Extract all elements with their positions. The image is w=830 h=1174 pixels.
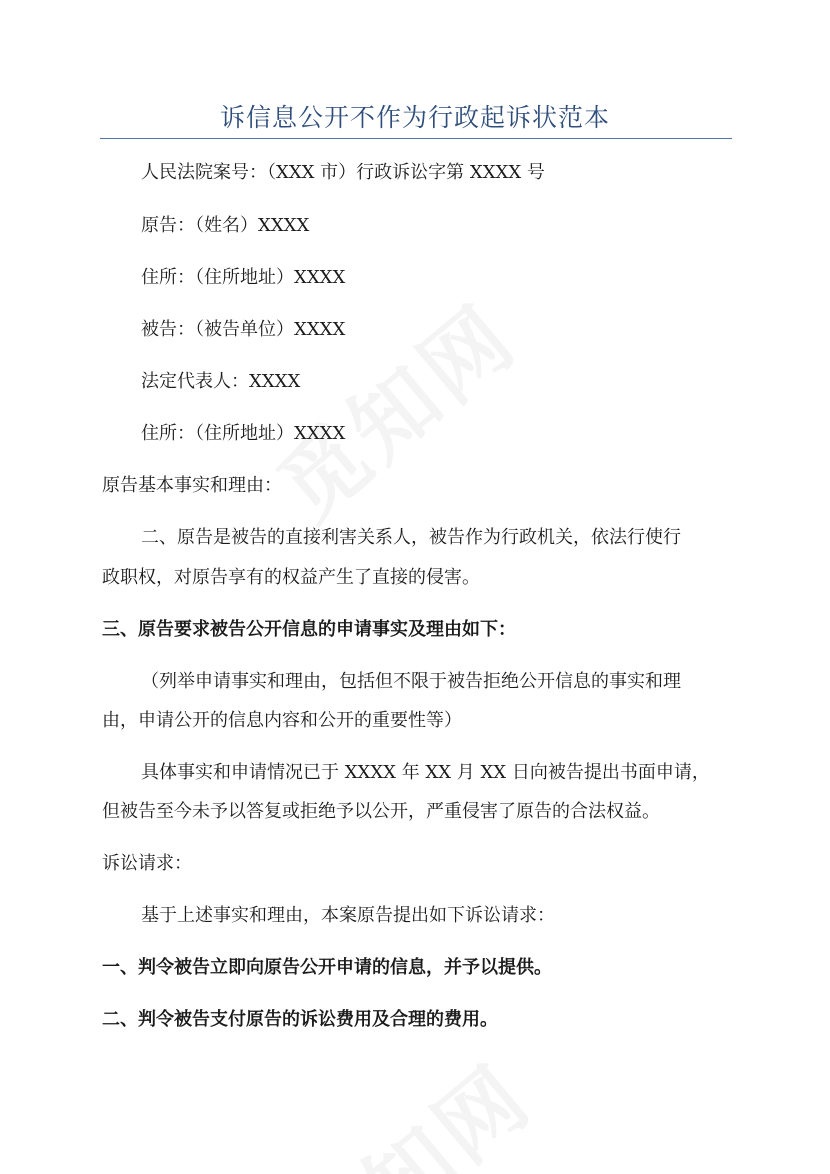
- section-3-heading: 三、原告要求被告公开信息的申请事实及理由如下：: [102, 619, 516, 640]
- claims-heading: 诉讼请求：: [102, 853, 192, 874]
- facts-heading: 原告基本事实和理由：: [102, 475, 282, 496]
- para-detail-line-1: 具体事实和申请情况已于 XXXX 年 XX 月 XX 日向被告提出书面申请，: [141, 762, 710, 783]
- defendant-line: 被告：（被告单位）XXXX: [141, 319, 346, 340]
- claim-item: 二、判令被告支付原告的诉讼费用及合理的费用。: [102, 1009, 498, 1030]
- defendant-address-line: 住所：（住所地址）XXXX: [141, 423, 346, 444]
- watermark-text: [247, 271, 538, 543]
- para-detail-line-2: 但被告至今未予以答复或拒绝予以公开，严重侵害了原告的合法权益。: [102, 801, 660, 822]
- watermark-text: [262, 1031, 553, 1174]
- plaintiff-line: 原告：（姓名）XXXX: [141, 215, 310, 236]
- plaintiff-address-line: 住所：（住所地址）XXXX: [141, 267, 346, 288]
- case-number-line: 人民法院案号：（XXX 市）行政诉讼字第 XXXX 号: [141, 162, 545, 183]
- claims-intro: 基于上述事实和理由，本案原告提出如下诉讼请求：: [141, 905, 555, 926]
- para-2-line-2: 政职权，对原告享有的权益产生了直接的侵害。: [102, 567, 480, 588]
- claim-item: 一、判令被告立即向原告公开申请的信息，并予以提供。: [102, 957, 552, 978]
- para-2-line-1: 二、原告是被告的直接利害关系人，被告作为行政机关，依法行使行: [141, 527, 681, 548]
- para-list-line-2: 由，申请公开的信息内容和公开的重要性等）: [102, 710, 462, 731]
- para-list-line-1: （列举申请事实和理由，包括但不限于被告拒绝公开信息的事实和理: [141, 671, 681, 692]
- document-title: 诉信息公开不作为行政起诉状范本: [219, 103, 610, 132]
- title-underline: [100, 138, 732, 139]
- legal-rep-line: 法定代表人：XXXX: [141, 371, 301, 392]
